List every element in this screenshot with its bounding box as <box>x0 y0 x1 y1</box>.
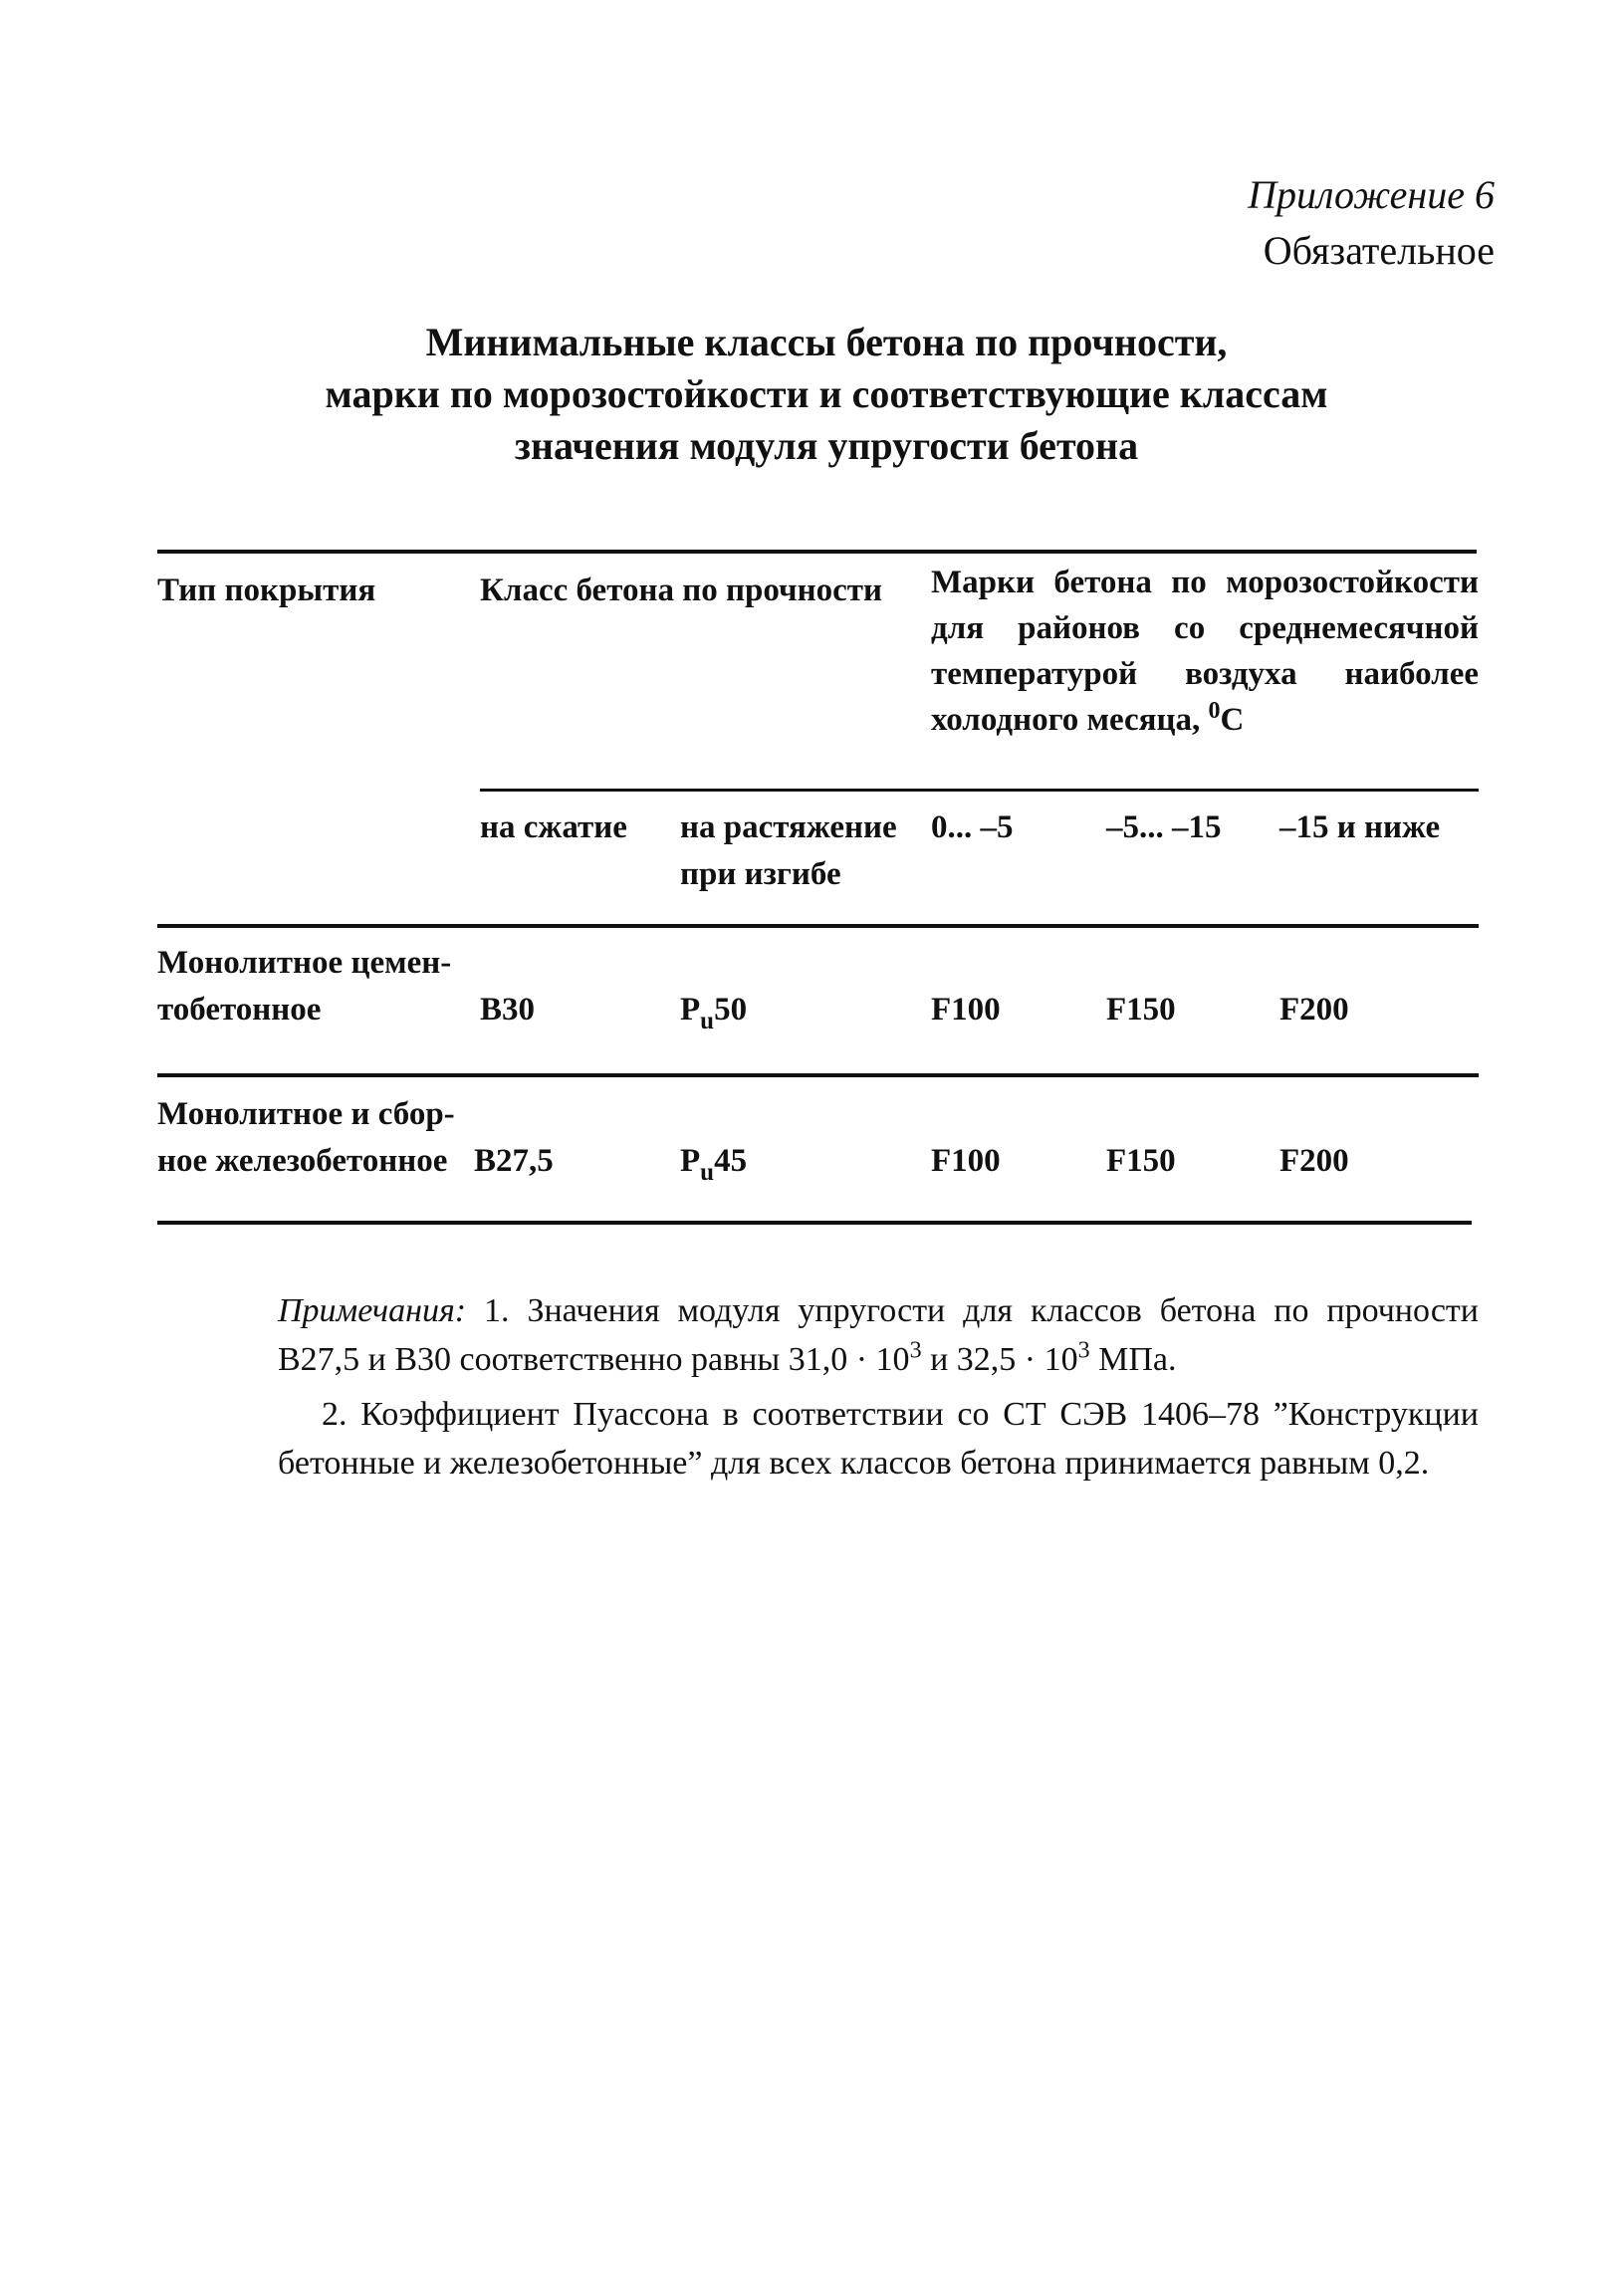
subheader-range-3: –15 и ниже <box>1279 809 1441 845</box>
row-1-frost-1: F100 <box>931 992 1001 1028</box>
table-bottom-rule <box>157 1221 1472 1225</box>
row-2-compression: В27,5 <box>474 1143 554 1179</box>
appendix-header <box>1248 167 1495 279</box>
note-2: 2. Коэффициент Пуассона в соответствии со СТ СЭВ 1406–78 ”Конструкции бетонные и железобетонные” для всех классов бетона принимается равным 0,2. <box>278 1396 1479 1482</box>
subheader-compression: на сжатие <box>480 809 627 845</box>
title-line-1: Минимальные классы бетона по прочности, <box>425 320 1228 364</box>
frost-line-1: Марки бетона по морозостойкости <box>931 565 1479 600</box>
row-2-frost-3: F200 <box>1279 1143 1349 1179</box>
header-type: Тип покрытия <box>157 573 376 608</box>
notes-section <box>278 1286 1479 1488</box>
appendix-status: Обязательное <box>1263 228 1495 273</box>
frost-line-4: холодного месяца, $^0$C <box>931 698 1245 738</box>
row-1-compression: В30 <box>480 992 536 1028</box>
row-1-tension: $P_u50$ <box>680 992 748 1034</box>
row-2-frost-2: F150 <box>1106 1143 1176 1179</box>
row-1-rule <box>157 1073 1479 1077</box>
subheader-range-1: 0... –5 <box>931 809 1014 845</box>
row-2-tension: $P_u45$ <box>680 1143 748 1186</box>
row-2-frost-1: F100 <box>931 1143 1001 1179</box>
header-frost-resistance <box>931 560 1479 743</box>
row-1-type: Монолитное цемен- тобетонное <box>157 945 452 1028</box>
note-1: Примечания: 1. Значения модуля упругости для классов бетона по прочности В27,5 и В30 соответственно равны $31,0 \cdot 10^3$ и $32,5 \cdot 10^3$ МПа. <box>278 1292 1479 1378</box>
title-line-3: значения модуля упругости бетона <box>514 423 1139 468</box>
frost-line-3: температурой воздуха наиболее <box>931 656 1479 692</box>
row-2-type: Монолитное и сбор- ное железобетонное <box>157 1096 455 1179</box>
degree-symbol: 0 <box>1208 698 1221 724</box>
title-line-2: марки по морозостойкости и соответствующие классам <box>325 371 1328 416</box>
appendix-label: Приложение 6 <box>1248 172 1495 217</box>
document-title <box>159 317 1494 472</box>
subheader-range-2: –5... –15 <box>1106 809 1222 845</box>
frost-line-2: для районов со среднемесячной <box>931 610 1479 646</box>
subheader-tension: на растяжение при изгибе <box>680 809 897 892</box>
notes-label: Примечания: <box>278 1292 467 1329</box>
row-1-frost-3: F200 <box>1279 992 1349 1028</box>
header-mid-rule <box>480 789 1479 792</box>
table-top-rule <box>157 550 1477 554</box>
row-1-frost-2: F150 <box>1106 992 1176 1028</box>
header-bottom-rule <box>157 924 1479 928</box>
header-strength-class: Класс бетона по прочности <box>480 573 883 608</box>
